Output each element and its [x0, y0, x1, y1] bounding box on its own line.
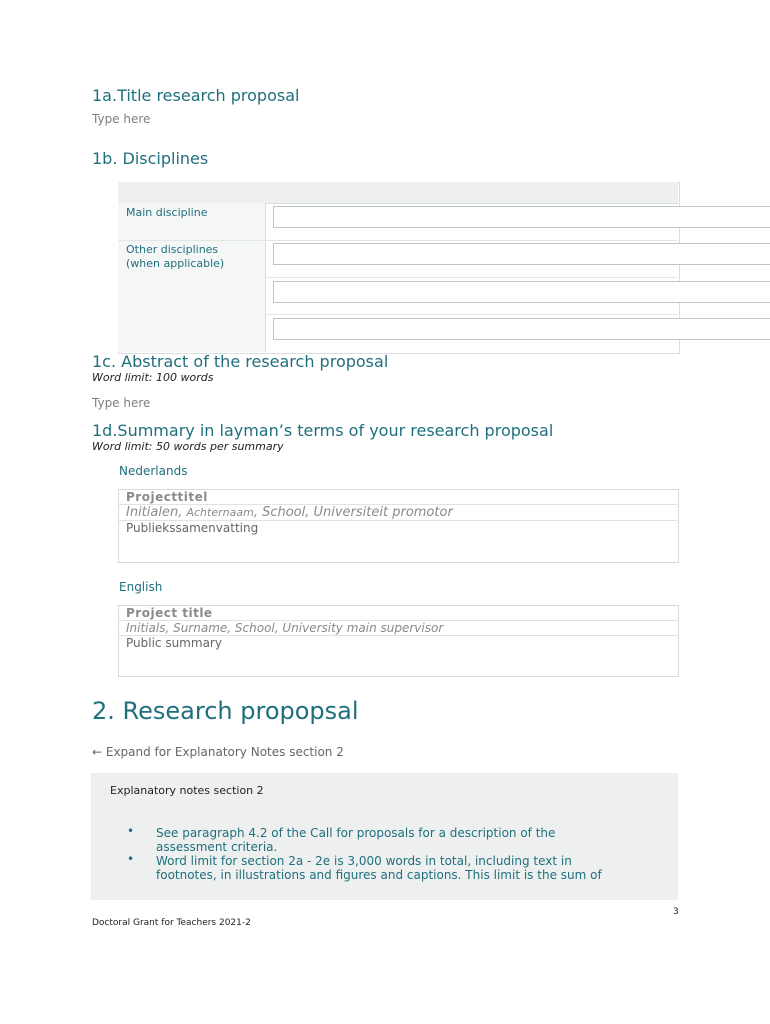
section-1c-title: 1c. Abstract of the research proposal — [92, 352, 389, 371]
author-surname: Achternaam — [186, 506, 254, 519]
english-label: English — [119, 580, 163, 594]
abstract-input-placeholder[interactable]: Type here — [92, 396, 151, 410]
other-disciplines-label-line1: Other disciplines — [126, 243, 219, 256]
other-disciplines-label — [126, 243, 224, 271]
main-discipline-label: Main discipline — [126, 206, 208, 219]
other-disciplines-label-line2: (when applicable) — [126, 257, 225, 270]
author-affiliation: , School, Universiteit promotor — [253, 505, 453, 520]
title-input-placeholder[interactable]: Type here — [92, 112, 151, 126]
other-discipline-input-1[interactable] — [273, 243, 770, 265]
summary-word-limit: Word limit: 50 words per summary — [92, 440, 284, 453]
section-1a-title: 1a.Title research proposal — [92, 86, 300, 105]
table-row-divider — [118, 240, 678, 241]
list-item — [156, 826, 555, 854]
main-discipline-input[interactable] — [273, 206, 770, 228]
section-1b-title: 1b. Disciplines — [92, 149, 209, 168]
expand-notes-toggle[interactable]: ← Expand for Explanatory Notes section 2 — [92, 745, 344, 759]
dutch-project-title[interactable]: Projecttitel — [126, 490, 208, 504]
section-1d-title: 1d.Summary in layman’s terms of your research proposal — [92, 421, 554, 440]
english-author-line[interactable]: Initials, Surname, School, University main supervisor — [126, 621, 444, 635]
disciplines-table-header — [118, 182, 678, 204]
list-item — [156, 854, 602, 882]
dutch-label: Nederlands — [119, 464, 188, 478]
other-discipline-input-2[interactable] — [273, 281, 770, 303]
dutch-author-line[interactable] — [126, 505, 453, 520]
page-number: 3 — [673, 907, 679, 917]
english-public-summary[interactable]: Public summary — [126, 636, 222, 650]
abstract-word-limit: Word limit: 100 words — [92, 371, 214, 384]
section-2-title: 2. Research propopsal — [92, 697, 359, 725]
footer-text: Doctoral Grant for Teachers 2021-2 — [92, 918, 251, 928]
bullet-icon: • — [127, 852, 135, 866]
english-project-title[interactable]: Project title — [126, 606, 213, 620]
list-item-line: See paragraph 4.2 of the Call for proposals for a description of the — [156, 826, 556, 840]
dutch-public-summary[interactable]: Publiekssamenvatting — [126, 521, 259, 535]
disciplines-label-column — [118, 203, 266, 352]
list-item-line: footnotes, in illustrations and figures and captions. This limit is the sum of — [156, 868, 602, 882]
list-item-line: Word limit for section 2a - 2e is 3,000 words in total, including text in — [156, 854, 572, 868]
table-row-divider — [266, 277, 678, 278]
author-initials: Initialen, — [126, 505, 187, 520]
bullet-icon: • — [127, 824, 135, 838]
list-item-line: assessment criteria. — [156, 840, 278, 854]
other-discipline-input-3[interactable] — [273, 318, 770, 340]
explanatory-notes-title: Explanatory notes section 2 — [110, 784, 264, 797]
table-row-divider — [266, 314, 678, 315]
